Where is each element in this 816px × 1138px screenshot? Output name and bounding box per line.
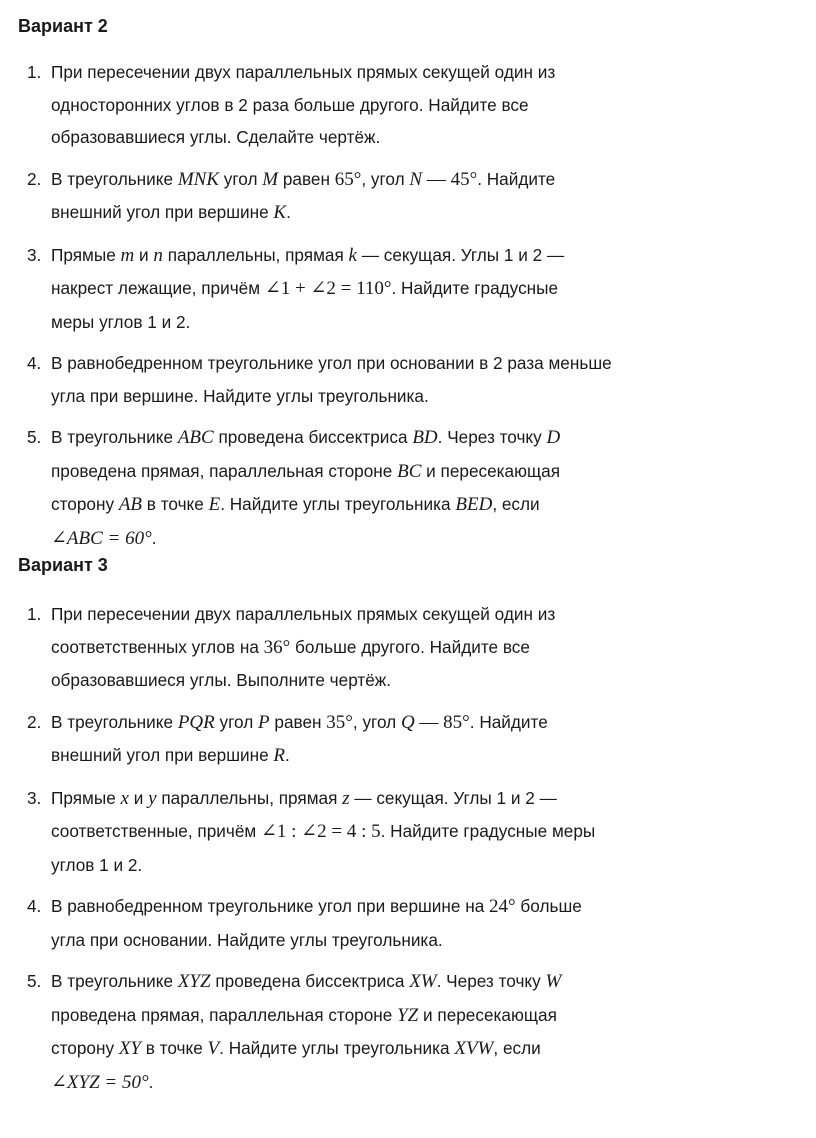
task-number: 2. — [27, 711, 42, 732]
math-vertex: N — [409, 168, 423, 190]
math-point-name: E — [208, 494, 221, 515]
math-triangle-name: XYZ — [177, 971, 211, 992]
task-text: в точке — [141, 1038, 208, 1058]
task-text: соответственные, причём — [51, 821, 261, 841]
task-text: накрест лежащие, причём — [51, 278, 265, 298]
task-text: угла при основании. Найдите углы треугольника. — [51, 929, 443, 950]
task-text: В равнобедренном треугольнике угол при вершине на — [51, 896, 490, 916]
task-text: соответственных углов на — [51, 636, 264, 657]
task-text: При пересечении двух параллельных прямых секущей один из — [51, 604, 556, 624]
math-line-name: m — [120, 244, 135, 266]
math-line-name: z — [342, 787, 350, 809]
task-text: параллельны, прямая — [156, 787, 343, 808]
variant-3-task-4 — [0, 890, 800, 956]
task-text: , угол — [361, 168, 410, 189]
task-text: . Найдите — [469, 711, 548, 732]
math-vertex: M — [262, 168, 279, 190]
task-text: и пересекающая — [418, 1004, 557, 1025]
math-segment-name: XW — [409, 971, 437, 992]
math-equation: ∠XYZ = 50° — [51, 1071, 149, 1093]
task-text: проведена биссектриса — [210, 971, 410, 991]
math-triangle-name: PQR — [177, 711, 215, 733]
math-segment-name: YZ — [397, 1004, 419, 1026]
task-text: В треугольнике — [51, 168, 178, 189]
task-text: внешний угол при вершине — [51, 202, 274, 222]
task-number: 4. — [27, 353, 42, 373]
task-text: и — [128, 787, 149, 808]
task-text: и пересекающая — [421, 460, 561, 481]
task-text: и — [134, 244, 154, 265]
math-angle-value: — 85° — [414, 711, 470, 733]
task-text: образовавшиеся углы. Выполните чертёж. — [51, 670, 392, 690]
variant-2-task-list — [0, 56, 800, 555]
math-triangle-name: ABC — [177, 427, 214, 448]
variant-3-task-list — [0, 598, 800, 1099]
task-text: больше — [515, 896, 582, 916]
math-triangle-name: MNK — [177, 168, 220, 190]
math-triangle-name: XVW — [454, 1038, 494, 1059]
task-text: сторону — [51, 494, 119, 514]
task-line: односторонних углов в 2 раза больше другого. Найдите все — [51, 94, 529, 115]
task-text: угол — [219, 168, 263, 189]
math-vertex: Q — [400, 711, 415, 733]
task-text: сторону — [51, 1038, 119, 1058]
math-point-name: D — [546, 427, 561, 448]
task-line: образовавшиеся углы. Сделайте чертёж. — [51, 127, 381, 147]
task-text: равен — [278, 168, 335, 189]
task-text: . Найдите градусные — [391, 278, 559, 298]
variant-3-task-2 — [0, 706, 800, 773]
math-triangle-name: BED — [455, 494, 493, 515]
task-text: проведена прямая, параллельная стороне — [51, 1004, 398, 1025]
math-segment-name: AB — [118, 494, 143, 515]
task-text: , если — [493, 1038, 541, 1058]
task-text: проведена прямая, параллельная стороне — [51, 460, 398, 481]
math-equation: ∠1 : ∠2 = 4 : 5 — [260, 821, 381, 842]
task-text: меры углов 1 и 2. — [51, 311, 191, 332]
task-number: 1. — [27, 62, 42, 82]
variant-2-task-5 — [0, 421, 800, 555]
task-number: 5. — [27, 971, 42, 991]
math-point-name: V — [207, 1038, 220, 1059]
task-line: При пересечении двух параллельных прямых секущей один из — [51, 62, 556, 82]
task-text: . — [151, 527, 157, 548]
variant-2-task-4 — [0, 347, 800, 412]
variant-3-task-5 — [0, 965, 800, 1099]
variant-3-task-1 — [0, 598, 800, 697]
math-angle-value: 65° — [334, 168, 362, 190]
task-text: проведена биссектриса — [213, 427, 413, 447]
math-angle-value: — 45° — [422, 168, 478, 190]
task-text: Прямые — [51, 787, 121, 808]
task-text: в точке — [142, 494, 209, 514]
task-text: параллельны, прямая — [162, 244, 349, 265]
math-angle-value: 24° — [489, 896, 516, 917]
math-equation: ∠1 + ∠2 = 110° — [264, 278, 392, 299]
math-vertex: R — [273, 745, 286, 766]
task-text: , если — [492, 494, 540, 514]
task-number: 2. — [27, 168, 42, 189]
task-number: 4. — [27, 896, 42, 916]
math-vertex: P — [258, 711, 270, 733]
task-text: внешний угол при вершине — [51, 745, 274, 765]
task-text: угол — [214, 711, 259, 732]
math-line-name: x — [120, 787, 129, 809]
task-text: . Через точку — [437, 427, 547, 447]
task-text: равен — [269, 711, 327, 732]
variant-3-title: Вариант 3 — [18, 555, 108, 575]
task-text: . Найдите углы треугольника — [219, 1038, 455, 1058]
task-text: . — [286, 202, 291, 222]
task-text: В треугольнике — [51, 711, 178, 732]
variant-2-task-1 — [0, 56, 800, 154]
task-text: — секущая. Углы 1 и 2 — — [356, 244, 565, 265]
math-equation: ∠ABC = 60° — [51, 527, 152, 549]
task-number: 3. — [27, 244, 42, 265]
math-line-name: k — [348, 244, 357, 266]
task-text: . — [285, 745, 290, 765]
math-point-name: W — [545, 971, 562, 992]
task-text: . Найдите градусные меры — [380, 821, 596, 841]
math-segment-name: BD — [412, 427, 438, 448]
task-line: В равнобедренном треугольнике угол при основании в 2 раза меньше — [51, 353, 612, 373]
variant-2-title: Вариант 2 — [18, 16, 108, 36]
task-text: — секущая. Углы 1 и 2 — — [349, 787, 557, 808]
task-text: . — [148, 1071, 154, 1092]
task-text: . Найдите — [477, 168, 556, 189]
task-text: . Найдите углы треугольника — [220, 494, 456, 514]
task-number: 5. — [27, 427, 42, 447]
math-segment-name: XY — [118, 1038, 141, 1059]
task-line: угла при вершине. Найдите углы треугольника. — [51, 385, 429, 406]
variant-3-task-3 — [0, 782, 800, 882]
math-line-name: n — [153, 244, 163, 266]
variant-2-task-3 — [0, 239, 800, 339]
task-text: углов 1 и 2. — [51, 854, 143, 875]
math-line-name: y — [148, 787, 157, 809]
task-text: больше другого. Найдите все — [290, 636, 530, 657]
task-text: В треугольнике — [51, 427, 178, 447]
variant-2-task-2 — [0, 163, 800, 230]
math-vertex: K — [273, 202, 287, 223]
task-text: , угол — [352, 711, 401, 732]
task-text: . Через точку — [436, 971, 546, 991]
math-segment-name: BC — [397, 460, 422, 482]
task-number: 3. — [27, 787, 42, 808]
task-text: В треугольнике — [51, 971, 178, 991]
task-text: Прямые — [51, 244, 121, 265]
math-angle-value: 35° — [326, 711, 353, 733]
math-angle-value: 36° — [263, 636, 291, 658]
task-number: 1. — [27, 604, 42, 624]
